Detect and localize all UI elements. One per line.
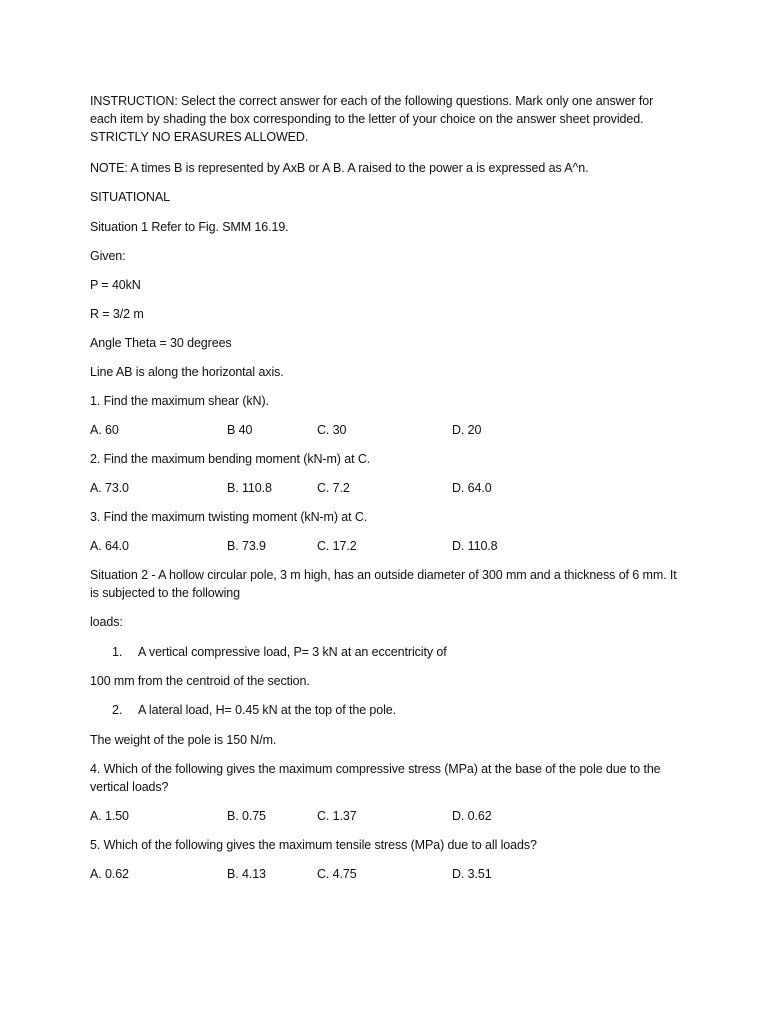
choice-d: D. 64.0	[452, 481, 492, 495]
list-text: A vertical compressive load, P= 3 kN at an eccentricity of	[138, 645, 447, 659]
choice-c: C. 1.37	[317, 809, 357, 823]
question-4-choices	[90, 807, 690, 825]
section-heading: SITUATIONAL	[90, 190, 170, 204]
choice-d: D. 0.62	[452, 809, 492, 823]
choice-b: B. 110.8	[227, 481, 272, 495]
choice-d: D. 3.51	[452, 867, 492, 881]
question-2: 2. Find the maximum bending moment (kN-m) at C.	[90, 452, 371, 466]
question-1-choices	[90, 421, 690, 439]
instruction-paragraph: INSTRUCTION: Select the correct answer for each of the following questions. Mark only one answer for each item by shading the box corresponding to the letter of your choice on the answer sheet provided. STRICTLY NO ERASURES ALLOWED.	[90, 94, 654, 144]
list-number: 2.	[112, 703, 123, 717]
choice-a: A. 73.0	[90, 481, 129, 495]
given-label: Given:	[90, 249, 126, 263]
given-r: R = 3/2 m	[90, 307, 144, 321]
choice-d: D. 20	[452, 423, 482, 437]
choice-c: C. 7.2	[317, 481, 350, 495]
question-1: 1. Find the maximum shear (kN).	[90, 394, 269, 408]
choice-d: D. 110.8	[452, 539, 498, 553]
choice-b: B 40	[227, 423, 253, 437]
choice-b: B. 0.75	[227, 809, 266, 823]
choice-a: A. 60	[90, 423, 119, 437]
question-5: 5. Which of the following gives the maximum tensile stress (MPa) due to all loads?	[90, 838, 537, 852]
given-p: P = 40kN	[90, 278, 141, 292]
question-4: 4. Which of the following gives the maximum compressive stress (MPa) at the base of the pole due to the vertical loads?	[90, 762, 661, 794]
load-item-1-continued: 100 mm from the centroid of the section.	[90, 674, 310, 688]
question-2-choices	[90, 479, 690, 497]
given-line-ab: Line AB is along the horizontal axis.	[90, 365, 284, 379]
pole-weight: The weight of the pole is 150 N/m.	[90, 733, 277, 747]
list-number: 1.	[112, 645, 123, 659]
situation2-paragraph: Situation 2 - A hollow circular pole, 3 m high, has an outside diameter of 300 mm and a thickness of 6 mm. It is subjected to the following	[90, 568, 677, 600]
list-text: A lateral load, H= 0.45 kN at the top of the pole.	[138, 703, 397, 717]
situation1-title: Situation 1 Refer to Fig. SMM 16.19.	[90, 220, 289, 234]
choice-b: B. 73.9	[227, 539, 266, 553]
choice-c: C. 4.75	[317, 867, 357, 881]
question-3: 3. Find the maximum twisting moment (kN-m) at C.	[90, 510, 368, 524]
given-angle: Angle Theta = 30 degrees	[90, 336, 232, 350]
note-line: NOTE: A times B is represented by AxB or A B. A raised to the power a is expressed as A^n.	[90, 161, 589, 175]
loads-label: loads:	[90, 615, 123, 629]
question-5-choices	[90, 865, 690, 883]
choice-a: A. 1.50	[90, 809, 129, 823]
load-item-1	[90, 643, 690, 661]
choice-c: C. 30	[317, 423, 347, 437]
question-3-choices	[90, 537, 690, 555]
choice-a: A. 0.62	[90, 867, 129, 881]
load-item-2	[90, 701, 690, 719]
choice-b: B. 4.13	[227, 867, 266, 881]
choice-a: A. 64.0	[90, 539, 129, 553]
choice-c: C. 17.2	[317, 539, 357, 553]
